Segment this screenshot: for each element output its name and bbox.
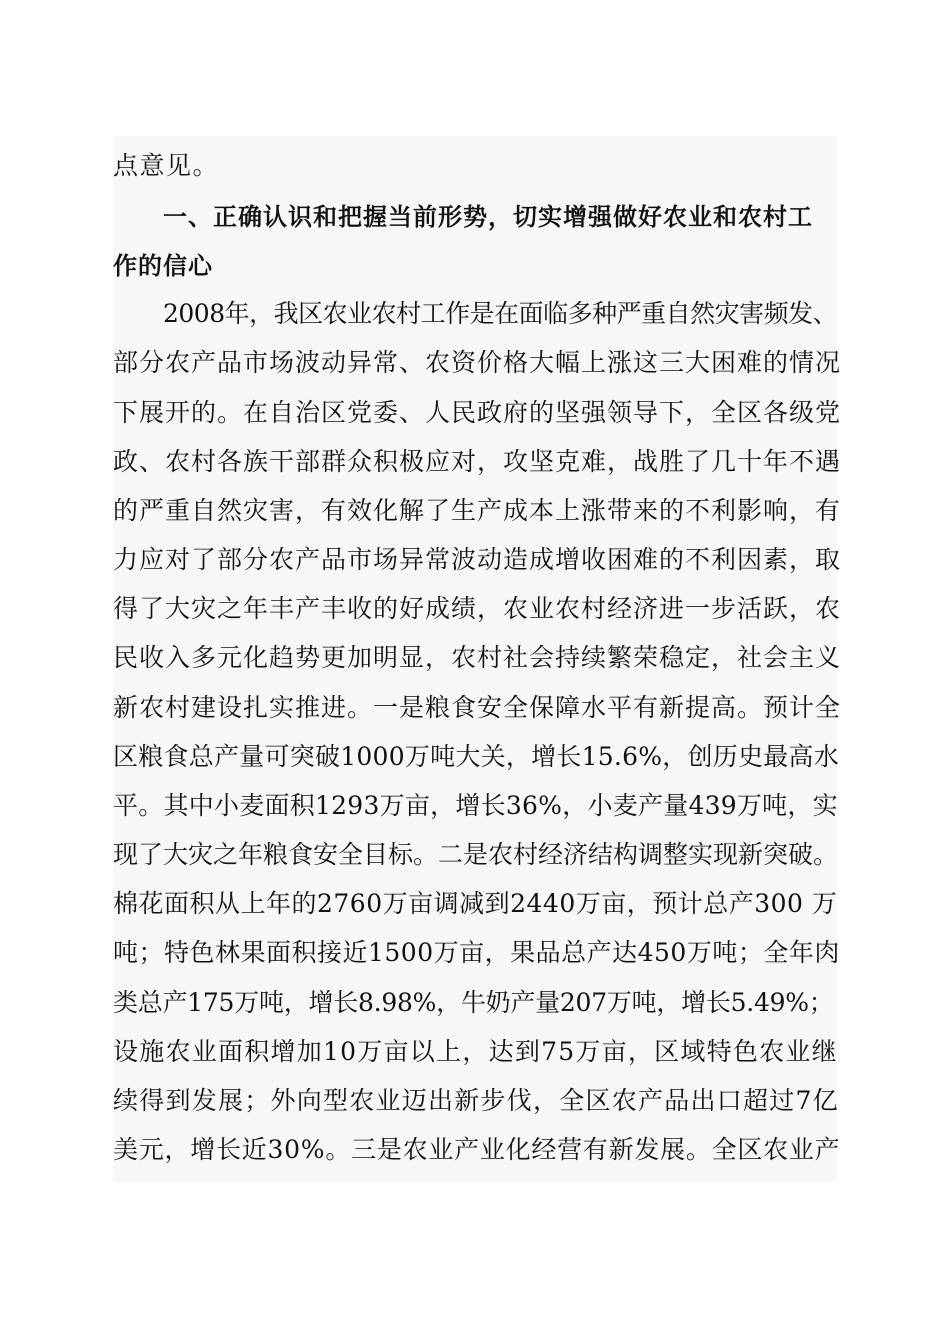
paragraph-line: 棉花面积从上年的2760万亩调减到2440万亩，预计总产300 万	[113, 889, 838, 918]
paragraph-line: 设施农业面积增加10万亩以上，达到75万亩，区域特色农业继	[113, 1037, 838, 1066]
paragraph-line: 部分农产品市场波动异常、农资价格大幅上涨这三大困难的情况	[113, 348, 842, 377]
paragraph-line: 续得到发展；外向型农业迈出新步伐，全区农产品出口超过7亿	[113, 1086, 839, 1115]
body-text-block	[113, 136, 842, 1182]
text-line: 点意见。	[113, 151, 220, 180]
paragraph-line: 吨；特色林果面积接近1500万亩，果品总产达450万吨；全年肉	[113, 938, 840, 967]
paragraph-line: 类总产175万吨，增长8.98%，牛奶产量207万吨，增长5.49%；	[113, 988, 834, 1017]
paragraph-line: 政、农村各族干部群众积极应对，攻坚克难，战胜了几十年不遇	[113, 447, 842, 476]
paragraph-line: 美元，增长近30%。三是农业产业化经营有新发展。全区农业产	[113, 1135, 841, 1164]
paragraph-line: 的严重自然灾害，有效化解了生产成本上涨带来的不利影响，有	[113, 496, 842, 525]
paragraph-line: 区粮食总产量可突破1000万吨大关，增长15.6%，创历史最高水	[113, 742, 840, 771]
paragraph-line: 得了大灾之年丰产丰收的好成绩，农业农村经济进一步活跃，农	[113, 594, 842, 623]
paragraph-line: 民收入多元化趋势更加明显，农村社会持续繁荣稳定，社会主义	[113, 643, 842, 672]
paragraph-line: 下展开的。在自治区党委、人民政府的坚强领导下，全区各级党	[113, 398, 842, 427]
paragraph-line: 平。其中小麦面积1293万亩，增长36%，小麦产量439万吨，实	[113, 791, 838, 820]
paragraph-line: 2008年，我区农业农村工作是在面临多种严重自然灾害频发、	[163, 299, 838, 328]
section-heading: 一、正确认识和把握当前形势，切实增强做好农业和农村工	[163, 203, 813, 231]
paragraph-line: 力应对了部分农产品市场异常波动造成增收困难的不利因素，取	[113, 545, 842, 574]
paragraph-line: 新农村建设扎实推进。一是粮食安全保障水平有新提高。预计全	[113, 693, 842, 722]
paragraph-line: 现了大灾之年粮食安全目标。二是农村经济结构调整实现新突破。	[113, 840, 839, 869]
section-heading-continued: 作的信心	[113, 252, 213, 280]
